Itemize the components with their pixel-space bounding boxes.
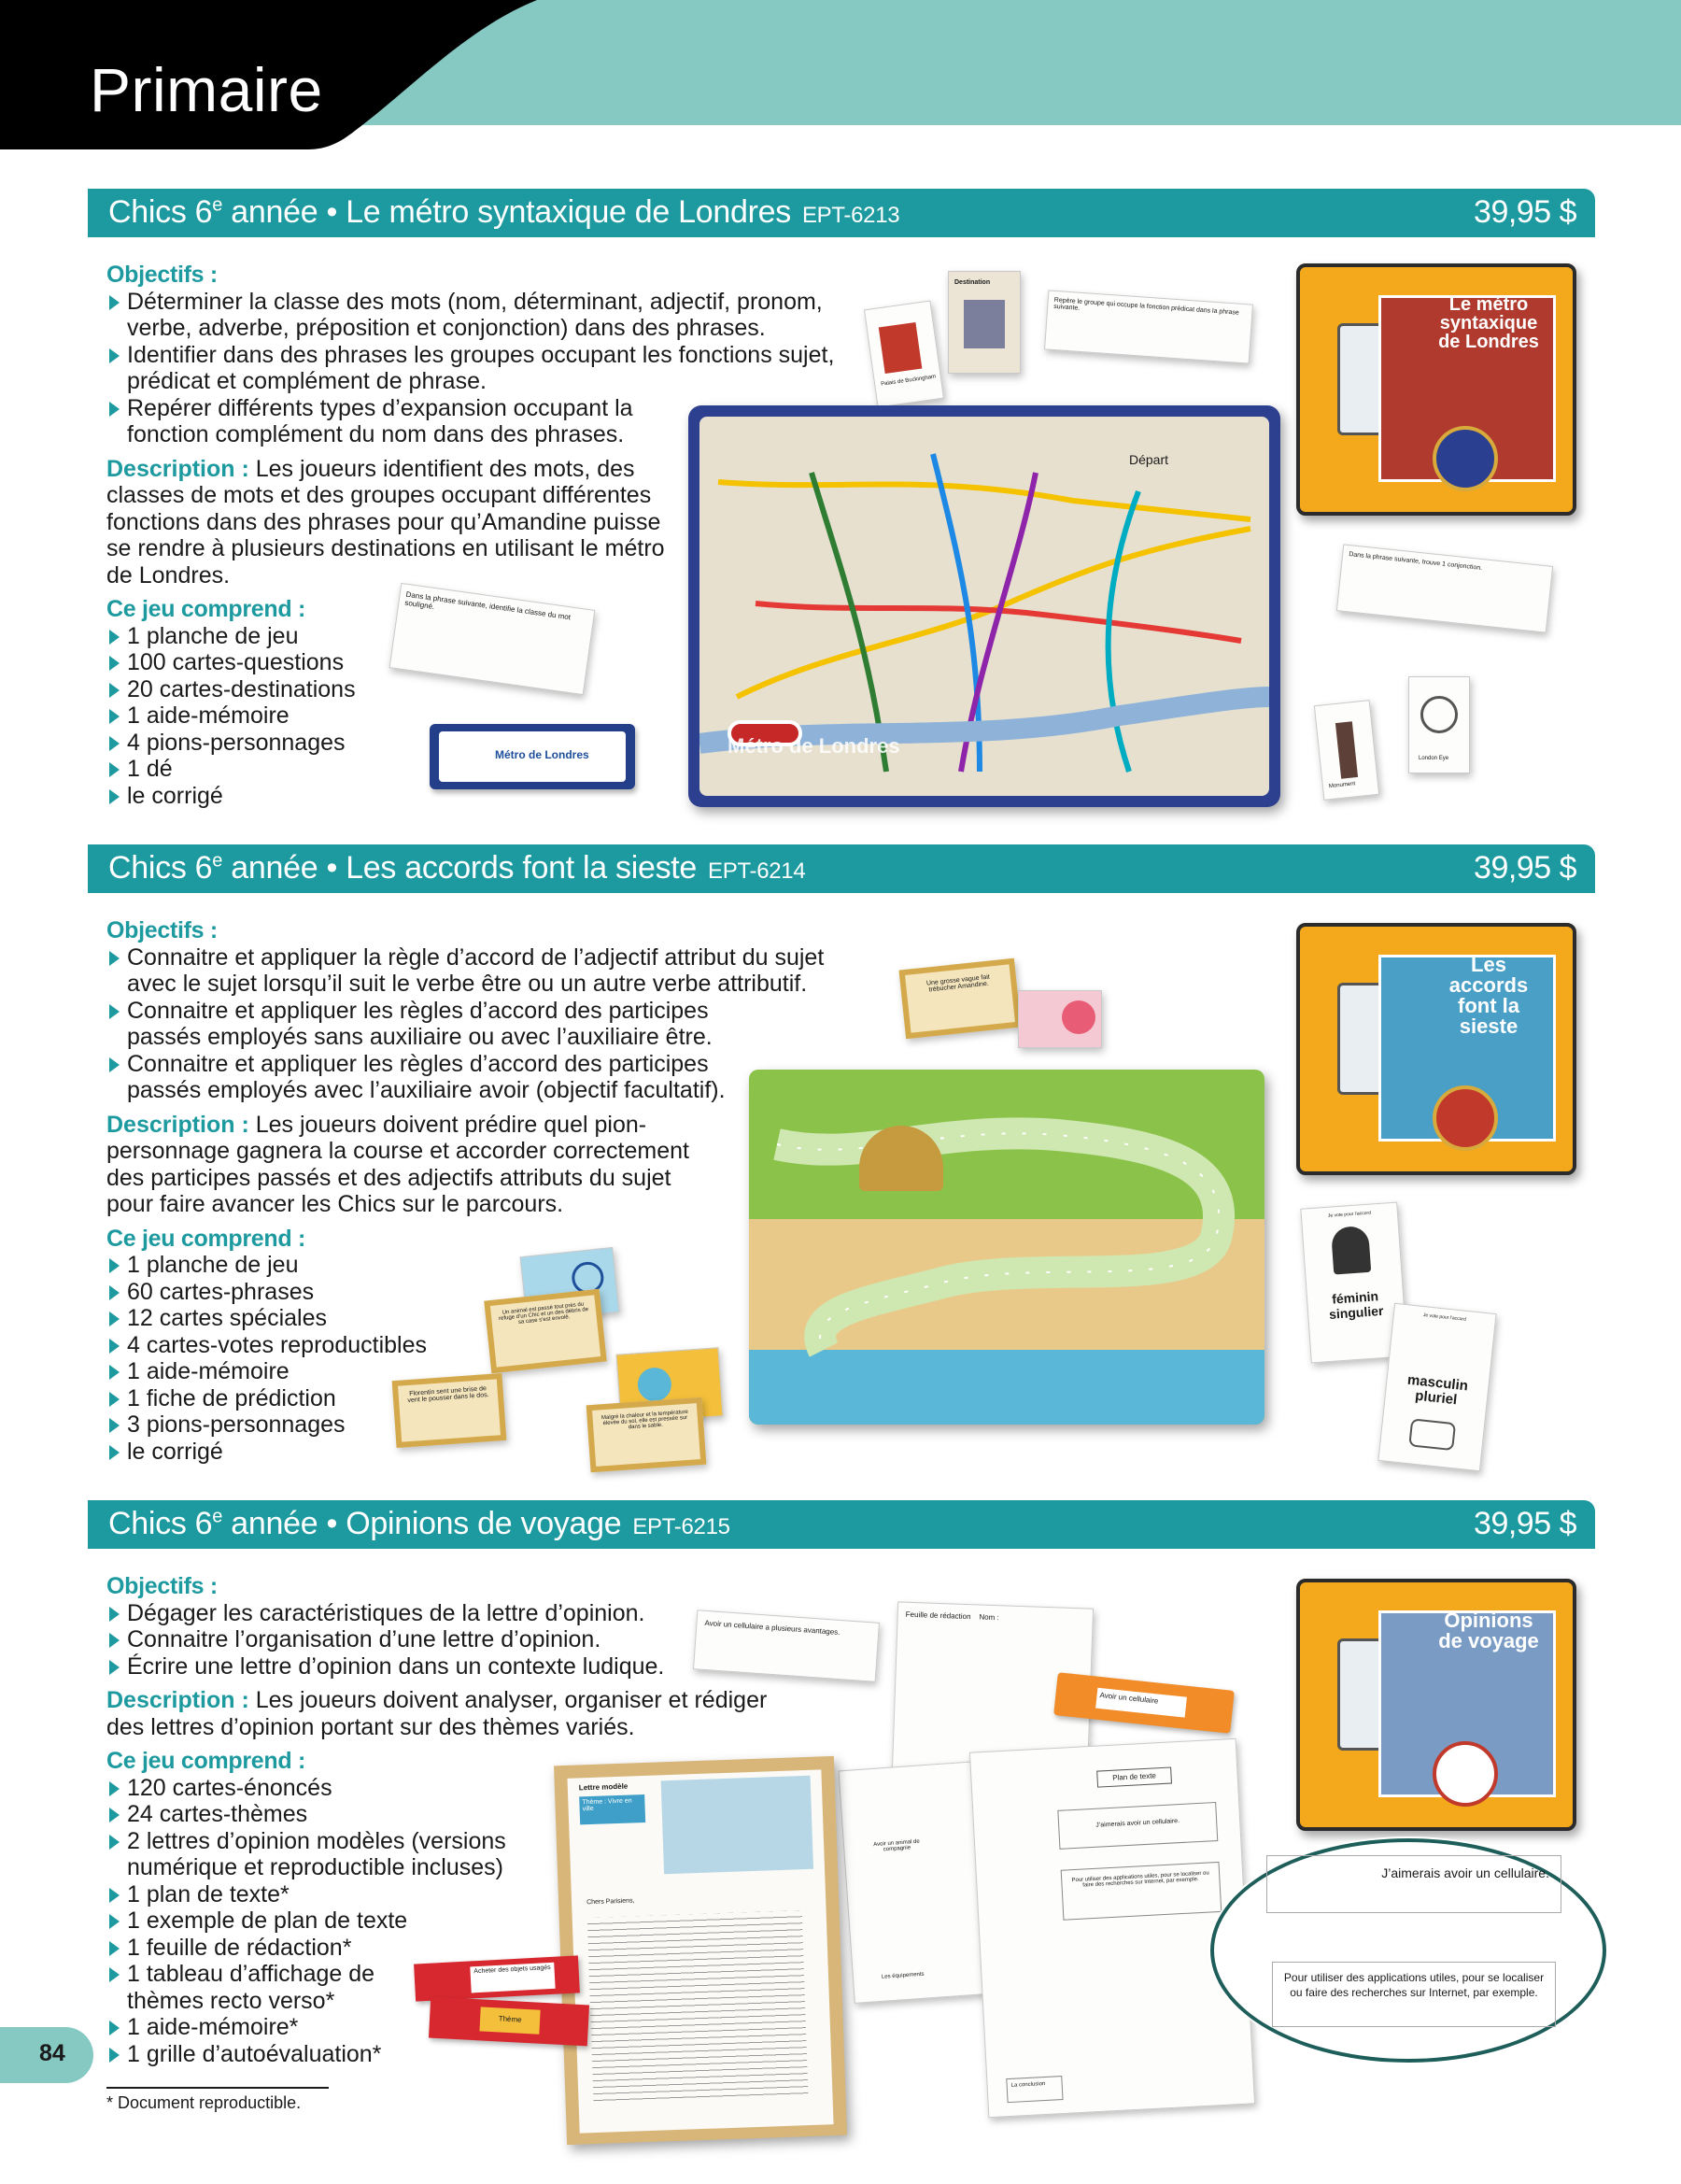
objectives-label: Objectifs : bbox=[106, 917, 218, 943]
contents-item: 1 dé bbox=[106, 756, 854, 783]
game-box-opinions bbox=[1296, 1579, 1576, 1831]
contents-item: 24 cartes-thèmes bbox=[106, 1801, 816, 1828]
statement-card-orange: Avoir un cellulaire bbox=[1053, 1672, 1235, 1734]
description-label: Description : bbox=[106, 1687, 249, 1713]
contents-item: 1 planche de jeu bbox=[106, 623, 854, 650]
contents-item: 1 tableau d’affichage de thèmes recto verso* bbox=[106, 1961, 387, 2014]
contents-label: Ce jeu comprend : bbox=[106, 1748, 305, 1774]
model-letter: Lettre modèle Thème : Vivre en ville Chers Parisiens, bbox=[554, 1756, 847, 2145]
objective-item: Écrire une lettre d’opinion dans un contexte ludique. bbox=[106, 1653, 816, 1681]
special-card: Un animal est passé tout près du refuge d’un Chic et un des débris de sa case s’est envolé. bbox=[484, 1289, 606, 1374]
contents-item: 3 pions-personnages bbox=[106, 1411, 854, 1439]
description-text: Les joueurs doivent analyser, organiser et rédiger des lettres d’opinion portant sur des thèmes variés. bbox=[106, 1687, 768, 1740]
plan-sheet-sketch: Avoir un animal de compagnie Les équipements bbox=[838, 1761, 994, 2004]
contents-item: le corrigé bbox=[106, 783, 854, 810]
footnote-rule bbox=[106, 2087, 329, 2089]
vote-card: Je vote pour l’accord masculin pluriel bbox=[1377, 1303, 1496, 1472]
contents-item: 1 aide-mémoire bbox=[106, 1358, 854, 1385]
contents-item: 4 cartes-votes reproductibles bbox=[106, 1332, 854, 1359]
contents-item: 1 aide-mémoire bbox=[106, 702, 854, 730]
plan-de-texte-sheet: Plan de texte J’aimerais avoir un cellulaire. Pour utiliser des applications utiles, pour se localiser ou faire des recherches sur Internet, par exemple. La conclusion bbox=[969, 1738, 1255, 2118]
contents-item: 100 cartes-questions bbox=[106, 649, 854, 676]
product-price: 39,95 $ bbox=[1474, 1506, 1576, 1541]
board-path bbox=[749, 1070, 1264, 1425]
box-title: Les accords font la sieste bbox=[1448, 953, 1529, 1038]
contents-item: 1 fiche de prédiction bbox=[106, 1385, 854, 1412]
box-title: Le métro syntaxique de Londres bbox=[1438, 294, 1539, 352]
contents-item: 1 feuille de rédaction* bbox=[106, 1935, 816, 1962]
objective-item: Connaitre l’organisation d’une lettre d’opinion. bbox=[106, 1626, 816, 1653]
special-card: Malgré la chaleur et la température élevée du sol, elle est pressée sur dans le sable. bbox=[586, 1397, 707, 1472]
product-header-6215 bbox=[88, 1500, 1595, 1549]
contents-item: 12 cartes spéciales bbox=[106, 1305, 854, 1332]
page-number: 84 bbox=[39, 2040, 65, 2066]
objective-item: Connaitre et appliquer les règles d’accord des participes passés employés sans auxiliaire ou avec l’auxiliaire être. bbox=[106, 998, 779, 1051]
special-card-image bbox=[1018, 990, 1102, 1048]
objectives-label: Objectifs : bbox=[106, 262, 218, 288]
contents-item: 120 cartes-énoncés bbox=[106, 1775, 816, 1802]
contents-item: 1 plan de texte* bbox=[106, 1881, 816, 1908]
product-code: EPT-6215 bbox=[632, 1514, 730, 1539]
contents-item: 1 planche de jeu bbox=[106, 1252, 854, 1279]
destination-card: Palais de Buckingham bbox=[864, 301, 944, 408]
product-title: Chics 6e année • Le métro syntaxique de Londres EPT-6213 bbox=[108, 194, 900, 230]
product-header-6213 bbox=[88, 189, 1595, 237]
contents-item: 60 cartes-phrases bbox=[106, 1279, 854, 1306]
description-label: Description : bbox=[106, 455, 249, 482]
objective-item: Connaitre et appliquer les règles d’accord des participes passés employés avec l’auxiliaire avoir (objectif facultatif). bbox=[106, 1051, 760, 1104]
section-title: Primaire bbox=[90, 55, 323, 124]
board-start: Départ bbox=[1129, 452, 1169, 467]
objective-item: Identifier dans des phrases les groupes occupant les fonctions sujet, prédicat et complément de phrase. bbox=[106, 342, 854, 395]
objective-item: Repérer différents types d’expansion occupant la fonction complément du nom dans des phrases. bbox=[106, 395, 704, 448]
objective-item: Déterminer la classe des mots (nom, déterminant, adjectif, pronom, verbe, adverbe, préposition et conjonction) dans des phrases. bbox=[106, 289, 854, 342]
contents-item: le corrigé bbox=[106, 1439, 854, 1466]
zoom-callout: J’aimerais avoir un cellulaire. Pour utiliser des applications utiles, pour se localiser ou faire des recherches sur Internet, par exemple. bbox=[1210, 1838, 1606, 2063]
writing-sheet: Feuille de rédaction Nom : bbox=[888, 1601, 1094, 1884]
description bbox=[106, 456, 676, 589]
product-code: EPT-6213 bbox=[801, 203, 900, 228]
product-header-6214 bbox=[88, 844, 1595, 893]
product-title: Chics 6e année • Les accords font la sieste EPT-6214 bbox=[108, 850, 806, 886]
special-card: Florentin sent une brise de vent le pousser dans le dos. bbox=[392, 1373, 507, 1448]
objective-item: Connaitre et appliquer la règle d’accord de l’adjectif attribut du sujet avec le sujet lorsqu’il suit le verbe être ou un autre verbe attributif. bbox=[106, 944, 854, 998]
description bbox=[106, 1112, 723, 1218]
game-board-metro bbox=[688, 405, 1280, 807]
product-title: Chics 6e année • Opinions de voyage EPT-6215 bbox=[108, 1506, 730, 1541]
description-text: Les joueurs identifient des mots, des classes de mots et des groupes occupant différentes fonctions dans des phrases pour qu’Amandine puisse se rendre à plusieurs destinations en utilisant le métro de Londres. bbox=[106, 455, 665, 589]
question-card: Repère le groupe qui occupe la fonction prédicat dans la phrase suivante. bbox=[1044, 290, 1253, 363]
objectives-label: Objectifs : bbox=[106, 1573, 218, 1599]
vote-card: Je vote pour l’accord féminin singulier bbox=[1300, 1202, 1407, 1364]
game-board-beach bbox=[749, 1070, 1264, 1425]
footnote: * Document reproductible. bbox=[106, 2093, 302, 2112]
question-card: Dans la phrase suivante, trouve 1 conjonction. bbox=[1336, 544, 1553, 632]
board-title: Métro de Londres bbox=[727, 734, 900, 758]
product-price: 39,95 $ bbox=[1474, 850, 1576, 886]
product-code: EPT-6214 bbox=[708, 858, 806, 884]
box-title: Opinions de voyage bbox=[1438, 1609, 1539, 1652]
aid-memoire-card: Métro de Londres bbox=[430, 724, 635, 789]
special-card: Une grosse vague fait trébucher Amandine. bbox=[898, 958, 1021, 1040]
theme-card: Thème bbox=[429, 1997, 589, 2047]
game-box-metro bbox=[1296, 263, 1576, 516]
destination-card: London Eye bbox=[1408, 676, 1470, 773]
contents-item: 4 pions-personnages bbox=[106, 730, 854, 757]
theme-card: Acheter des objets usagés bbox=[414, 1955, 580, 2001]
destination-card: Monument bbox=[1314, 700, 1379, 801]
contents-item: 1 aide-mémoire* bbox=[106, 2014, 816, 2041]
contents-item: 2 lettres d’opinion modèles (versions numérique et reproductible incluses) bbox=[106, 1828, 517, 1881]
product-price: 39,95 $ bbox=[1474, 194, 1576, 230]
description-text: Les joueurs doivent prédire quel pion-personnage gagnera la course et accorder correctement des participes passés et des adjectifs attributs du sujet pour faire avancer les Chics sur le parcours. bbox=[106, 1111, 689, 1217]
contents-label: Ce jeu comprend : bbox=[106, 1225, 305, 1252]
description-label: Description : bbox=[106, 1111, 249, 1138]
objective-item: Dégager les caractéristiques de la lettre d’opinion. bbox=[106, 1600, 816, 1627]
description bbox=[106, 1687, 779, 1740]
contents-label: Ce jeu comprend : bbox=[106, 596, 305, 622]
contents-item: 1 grille d’autoévaluation* bbox=[106, 2041, 816, 2068]
contents-item: 20 cartes-destinations bbox=[106, 676, 854, 703]
game-box-accords bbox=[1296, 923, 1576, 1175]
contents-item: 1 exemple de plan de texte bbox=[106, 1907, 816, 1935]
question-card: Dans la phrase suivante, identifie la classe du mot souligné. bbox=[389, 583, 596, 695]
statement-card: Avoir un cellulaire a plusieurs avantages. bbox=[693, 1610, 880, 1682]
destination-card: Destination bbox=[948, 271, 1021, 374]
